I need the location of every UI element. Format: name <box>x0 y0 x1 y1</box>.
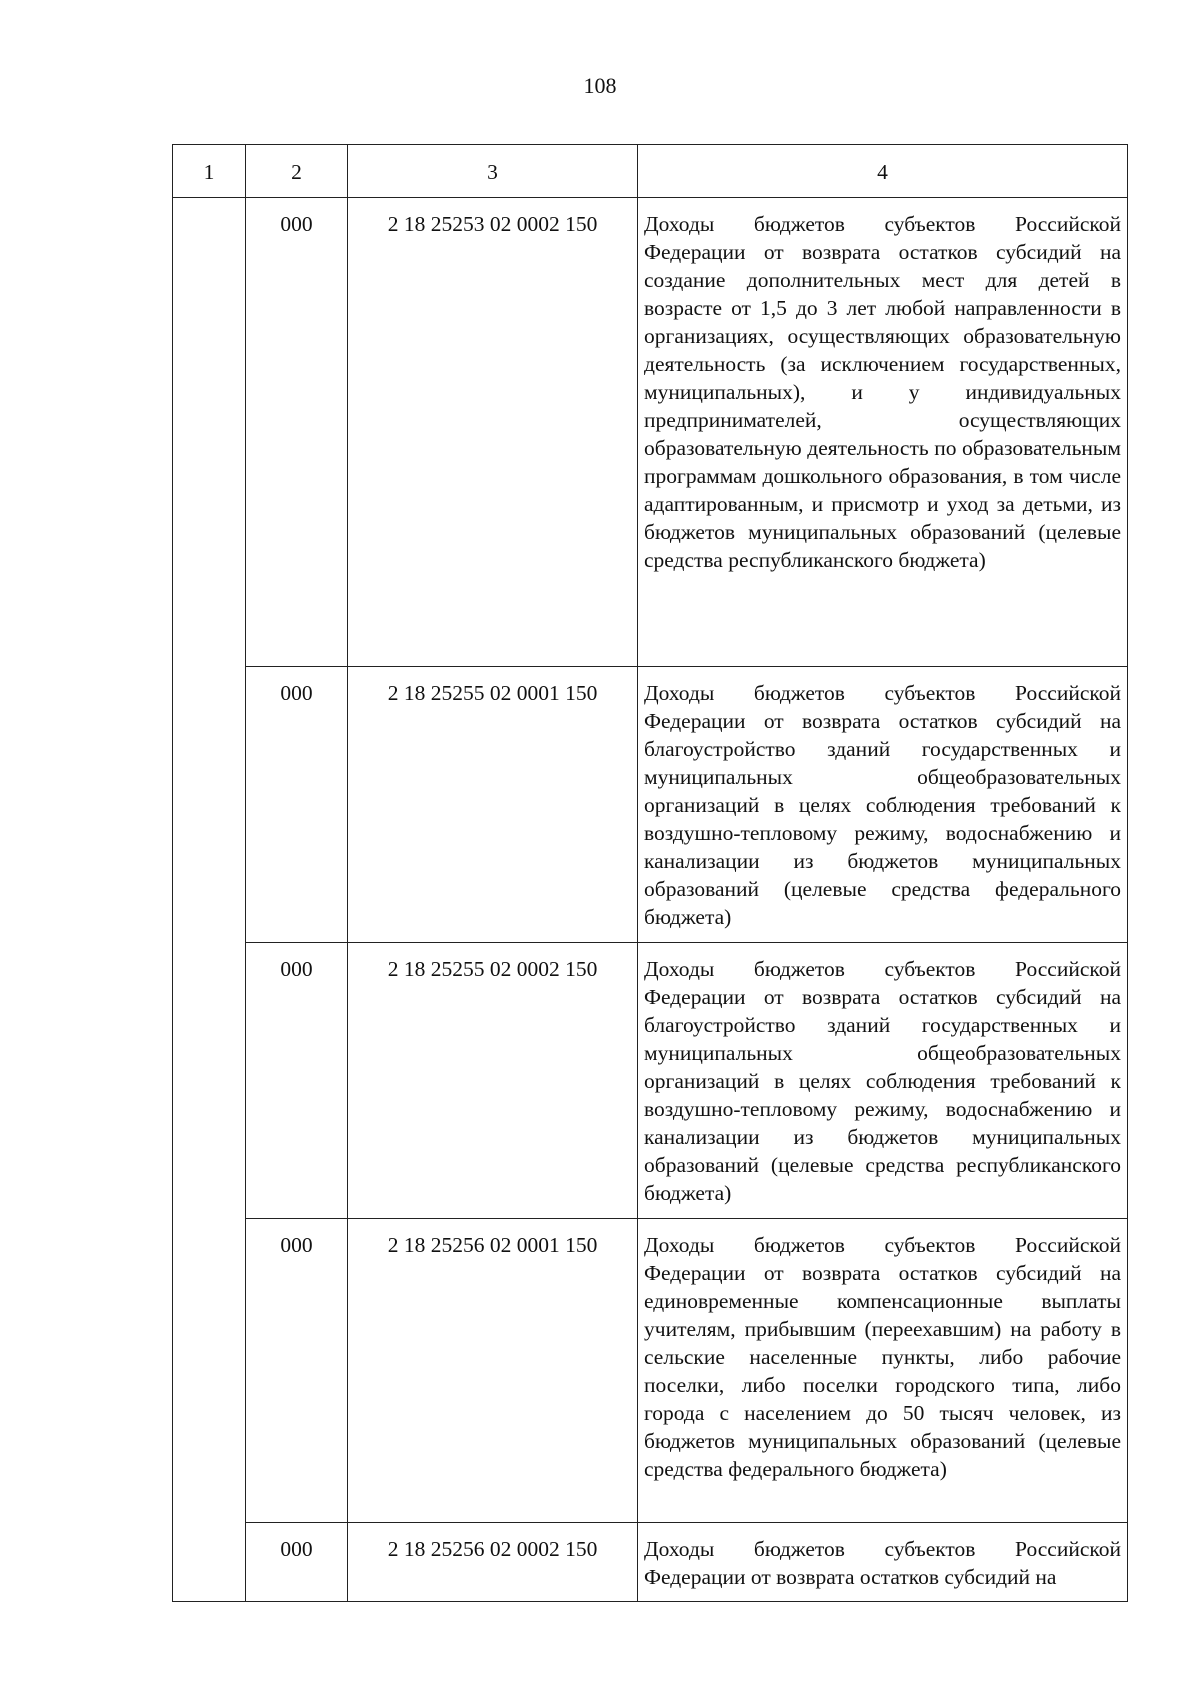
admin-code-cell: 000 <box>246 667 348 943</box>
description-cell: Доходы бюджетов субъектов Российской Федерации от возврата остатков субсидий на благоустройство зданий государственных и муниципальных общеобразовательных организаций в целях соблюдения требований к воздушно-тепловому режиму, водоснабжению и канализации из бюджетов муниципальных образований (целевые средства республиканского бюджета) <box>638 943 1128 1219</box>
admin-code-cell: 000 <box>246 1523 348 1602</box>
table-row <box>173 667 1128 943</box>
budget-code-cell: 2 18 25255 02 0001 150 <box>348 667 638 943</box>
admin-code-cell: 000 <box>246 198 348 667</box>
table-row <box>173 943 1128 1219</box>
header-col-1: 1 <box>173 145 246 198</box>
budget-code-cell: 2 18 25256 02 0001 150 <box>348 1219 638 1523</box>
admin-code-cell: 000 <box>246 943 348 1219</box>
description-cell: Доходы бюджетов субъектов Российской Федерации от возврата остатков субсидий на единовременные компенсационные выплаты учителям, прибывшим (переехавшим) на работу в сельские населенные пункты, либо рабочие поселки, либо поселки городского типа, либо города с населением до 50 тысяч человек, из бюджетов муниципальных образований (целевые средства федерального бюджета) <box>638 1219 1128 1523</box>
table-row <box>173 198 1128 667</box>
budget-code-cell: 2 18 25255 02 0002 150 <box>348 943 638 1219</box>
header-col-3: 3 <box>348 145 638 198</box>
table-row <box>173 1219 1128 1523</box>
description-cell: Доходы бюджетов субъектов Российской Федерации от возврата остатков субсидий на <box>638 1523 1128 1602</box>
budget-code-cell: 2 18 25256 02 0002 150 <box>348 1523 638 1602</box>
header-col-2: 2 <box>246 145 348 198</box>
table-row <box>173 1523 1128 1602</box>
column-1-cell <box>173 198 246 1602</box>
page-number: 108 <box>583 73 617 98</box>
table-header-row <box>173 145 1128 198</box>
budget-code-cell: 2 18 25253 02 0002 150 <box>348 198 638 667</box>
header-col-4: 4 <box>638 145 1128 198</box>
description-cell: Доходы бюджетов субъектов Российской Федерации от возврата остатков субсидий на благоустройство зданий государственных и муниципальных общеобразовательных организаций в целях соблюдения требований к воздушно-тепловому режиму, водоснабжению и канализации из бюджетов муниципальных образований (целевые средства федерального бюджета) <box>638 667 1128 943</box>
budget-code-table <box>172 144 1128 1602</box>
admin-code-cell: 000 <box>246 1219 348 1523</box>
description-cell: Доходы бюджетов субъектов Российской Федерации от возврата остатков субсидий на создание дополнительных мест для детей в возрасте от 1,5 до 3 лет любой направленности в организациях, осуществляющих образовательную деятельность (за исключением государственных, муниципальных), и у индивидуальных предпринимателей, осуществляющих образовательную деятельность по образовательным программам дошкольного образования, в том числе адаптированным, и присмотр и уход за детьми, из бюджетов муниципальных образований (целевые средства республиканского бюджета) <box>638 198 1128 667</box>
